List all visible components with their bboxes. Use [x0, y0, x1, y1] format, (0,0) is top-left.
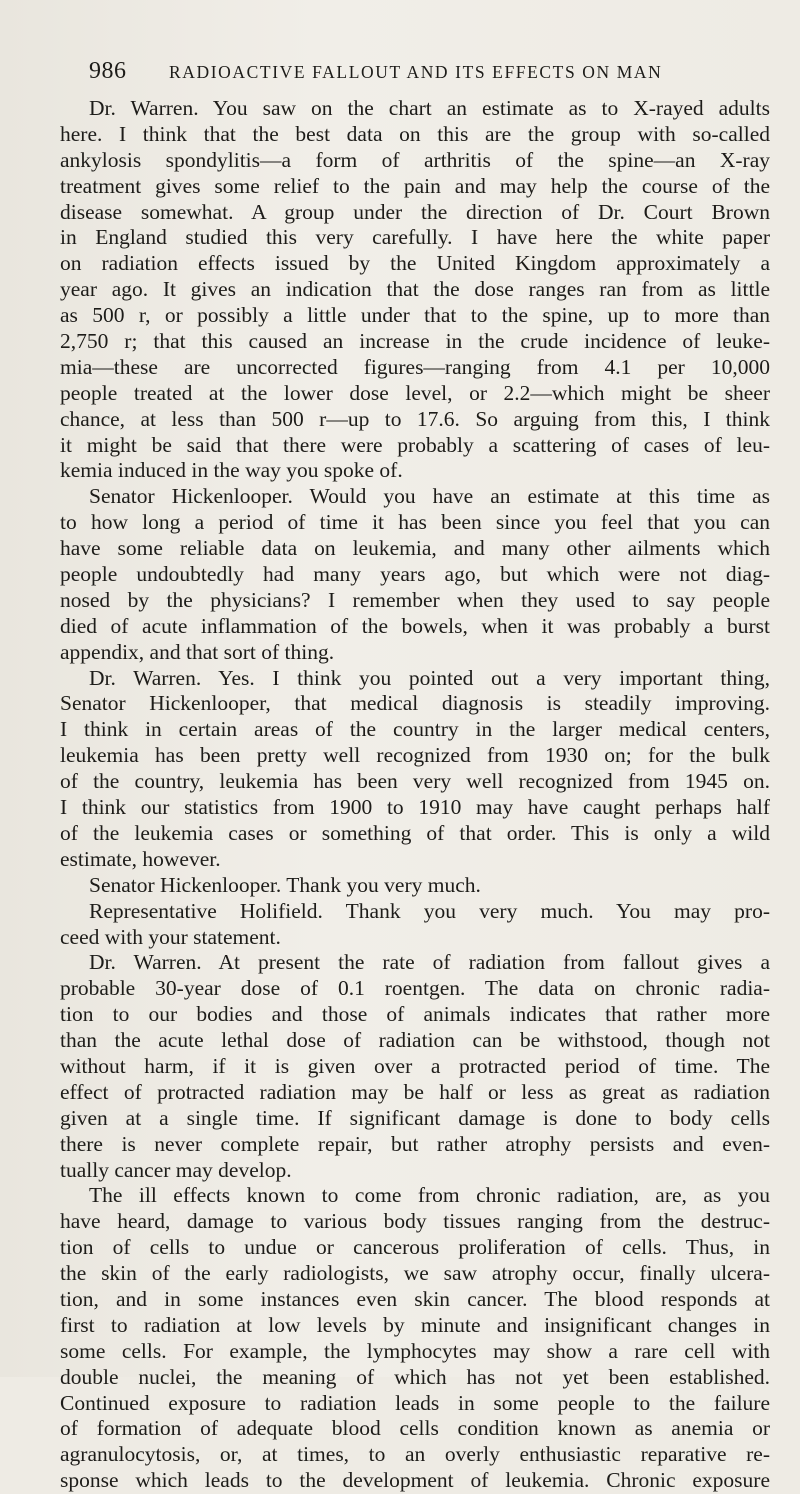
text-line: nosed by the physicians? I remember when they used to say people	[60, 587, 770, 612]
text-line: chance, at less than 500 r—up to 17.6. So arguing from this, I think	[60, 406, 770, 431]
text-line: it might be said that there were probably a scattering of cases of leu-	[60, 432, 770, 457]
running-title: RADIOACTIVE FALLOUT AND ITS EFFECTS ON MAN	[169, 62, 663, 82]
text-line: Dr. Warren. You saw on the chart an estimate as to X-rayed adults	[89, 96, 770, 120]
text-line: than the acute lethal dose of radiation can be withstood, though not	[60, 1028, 770, 1053]
text-line: have heard, damage to various body tissues ranging from the destruc-	[60, 1209, 770, 1234]
text-line: as 500 r, or possibly a little under that to the spine, up to more than	[60, 303, 770, 328]
text-line: of formation of adequate blood cells condition known as anemia or	[60, 1416, 770, 1441]
text-line: double nuclei, the meaning of which has not yet been established.	[60, 1364, 770, 1389]
text-line: leukemia has been pretty well recognized from 1930 on; for the bulk	[60, 743, 770, 768]
text-line: on radiation effects issued by the United Kingdom approximately a	[60, 251, 770, 276]
text-line: I think in certain areas of the country in the larger medical centers,	[60, 717, 770, 742]
text-line: have some reliable data on leukemia, and many other ailments which	[60, 536, 770, 561]
text-line: Dr. Warren. Yes. I think you pointed out a very important thing,	[89, 665, 770, 690]
text-line: effect of protracted radiation may be half or less as great as radiation	[60, 1079, 770, 1104]
text-line: some cells. For example, the lymphocytes may show a rare cell with	[60, 1338, 770, 1363]
text-line: tion, and in some instances even skin cancer. The blood responds at	[60, 1286, 770, 1311]
text-line: tually cancer may develop.	[60, 1157, 292, 1182]
text-line: I think our statistics from 1900 to 1910 may have caught perhaps half	[60, 795, 770, 820]
text-line: the skin of the early radiologists, we saw atrophy occur, finally ulcera-	[60, 1261, 770, 1286]
text-line: probable 30-year dose of 0.1 roentgen. The data on chronic radia-	[60, 976, 770, 1001]
text-line: to how long a period of time it has been since you feel that you can	[60, 510, 770, 535]
text-line: Dr. Warren. At present the rate of radiation from fallout gives a	[89, 950, 770, 975]
text-line: The ill effects known to come from chronic radiation, are, as you	[89, 1183, 770, 1208]
text-line: disease somewhat. A group under the direction of Dr. Court Brown	[60, 199, 770, 224]
text-line: sponse which leads to the development of leukemia. Chronic exposure	[60, 1468, 770, 1493]
text-line: people undoubtedly had many years ago, but which were not diag-	[60, 562, 770, 587]
text-line: there is never complete repair, but rather atrophy persists and even-	[60, 1131, 770, 1156]
text-line: given at a single time. If significant damage is done to body cells	[60, 1105, 770, 1130]
text-line: Senator Hickenlooper. Thank you very much.	[89, 872, 481, 897]
text-line: year ago. It gives an indication that the dose ranges ran from as little	[60, 277, 770, 302]
text-line: kemia induced in the way you spoke of.	[60, 458, 403, 483]
text-line: agranulocytosis, or, at times, to an overly enthusiastic reparative re-	[60, 1442, 770, 1467]
text-line: treatment gives some relief to the pain and may help the course of the	[60, 173, 770, 198]
text-line: died of acute inflammation of the bowels, when it was probably a burst	[60, 613, 770, 638]
page-number: 986	[89, 58, 127, 84]
text-line: here. I think that the best data on this are the group with so-called	[60, 121, 770, 146]
body-text	[60, 96, 770, 1494]
running-head	[60, 58, 770, 88]
text-line: estimate, however.	[60, 846, 221, 871]
text-line: Senator Hickenlooper. Would you have an estimate at this time as	[89, 484, 770, 509]
text-line: tion of cells to undue or cancerous proliferation of cells. Thus, in	[60, 1235, 770, 1260]
text-line: appendix, and that sort of thing.	[60, 639, 335, 664]
text-line: 2,750 r; that this caused an increase in the crude incidence of leuke-	[60, 329, 770, 354]
text-line: of the leukemia cases or something of that order. This is only a wild	[60, 820, 770, 845]
text-line: people treated at the lower dose level, or 2.2—which might be sheer	[60, 380, 770, 405]
text-line: in England studied this very carefully. I have here the white paper	[60, 225, 770, 250]
text-line: mia—these are uncorrected figures—ranging from 4.1 per 10,000	[60, 354, 770, 379]
text-line: Senator Hickenlooper, that medical diagnosis is steadily improving.	[60, 691, 770, 716]
text-line: Representative Holifield. Thank you very much. You may pro-	[89, 898, 770, 923]
text-line: tion to our bodies and those of animals indicates that rather more	[60, 1002, 770, 1027]
text-line: Continued exposure to radiation leads in some people to the failure	[60, 1390, 770, 1415]
text-line: of the country, leukemia has been very well recognized from 1945 on.	[60, 769, 770, 794]
text-line: first to radiation at low levels by minute and insignificant changes in	[60, 1312, 770, 1337]
text-line: ankylosis spondylitis—a form of arthritis of the spine—an X-ray	[60, 147, 770, 172]
text-line: ceed with your statement.	[60, 924, 281, 949]
text-line: without harm, if it is given over a protracted period of time. The	[60, 1053, 770, 1078]
